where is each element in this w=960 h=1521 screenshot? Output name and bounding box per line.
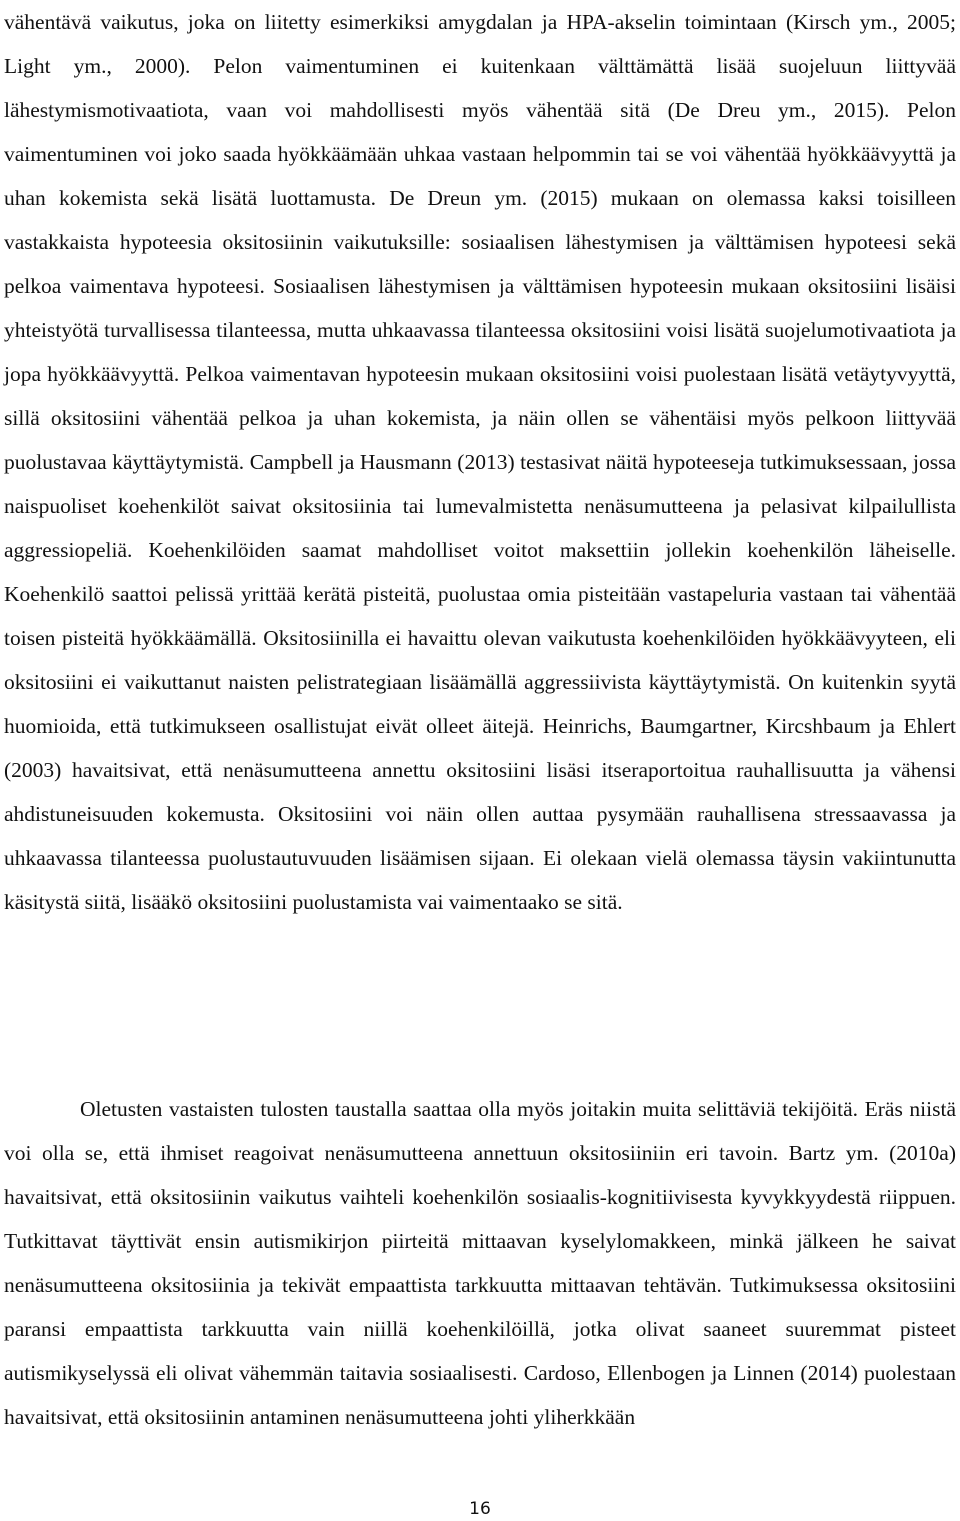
body-paragraph: vähentävä vaikutus, joka on liitetty esimerkiksi amygdalan ja HPA-akselin toimintaan (Kirsch ym., 2005; Light ym., 2000). Pelon vaimentuminen ei kuitenkaan välttämättä lisää suojeluun liittyvää lähestymismotivaatiota, vaan voi mahdollisesti myös vähentää sitä (De Dreu ym., 2015). Pelon vaimentuminen voi joko saada hyökkäämään uhkaa vastaan helpommin tai se voi vähentää hyökkäävyyttä ja uhan kokemista sekä lisätä luottamusta. De Dreun ym. (2015) mukaan on olemassa kaksi toisilleen vastakkaista hypoteesia oksitosiinin vaikutuksille: sosiaalisen lähestymisen ja välttämisen hypoteesi sekä pelkoa vaimentava hypoteesi. Sosiaalisen lähestymisen ja välttämisen hypoteesin mukaan oksitosiini lisäisi yhteistyötä turvallisessa tilanteessa, mutta uhkaavassa tilanteessa oksitosiini voisi lisätä suojelumotivaatiota ja jopa hyökkäävyyttä. Pelkoa vaimentavan hypoteesin mukaan oksitosiini voisi puolestaan lisätä vetäytyvyyttä, sillä oksitosiini vähentää pelkoa ja uhan kokemista, ja näin ollen se vähentäisi myös pelkoon liittyvää puolustavaa käyttäytymistä. Campbell ja Hausmann (2013) testasivat näitä hypoteeseja tutkimuksessaan, jossa naispuoliset koehenkilöt saivat oksitosiinia tai lumevalmistetta nenäsumutteena ja pelasivat kilpailullista aggressiopeliä. Koehenkilöiden saamat mahdolliset voitot maksettiin jollekin koehenkilön läheiselle. Koehenkilö saattoi pelissä yrittää kerätä pisteitä, puolustaa omia pisteitään vastapeluria vastaan tai vähentää toisen pisteitä hyökkäämällä. Oksitosiinilla ei havaittu olevan vaikutusta koehenkilöiden hyökkäävyyteen, eli oksitosiini ei vaikuttanut naisten pelistrategiaan lisäämällä aggressiivista käyttäytymistä. On kuitenkin syytä huomioida, että tutkimukseen osallistujat eivät olleet äitejä. Heinrichs, Baumgartner, Kircshbaum ja Ehlert (2003) havaitsivat, että nenäsumutteena annettu oksitosiini lisäsi itseraportoitua rauhallisuutta ja vähensi ahdistuneisuuden kokemusta. Oksitosiini voi näin ollen auttaa pysymään rauhallisena stressaavassa ja uhkaavassa tilanteessa puolustautuvuuden lisäämisen sijaan. Ei olekaan vielä olemassa täysin vakiintunutta käsitystä siitä, lisääkö oksitosiini puolustamista vai vaimentaako se sitä. <box>4 10 956 914</box>
body-paragraph: Oletusten vastaisten tulosten taustalla saattaa olla myös joitakin muita selittäviä tekijöitä. Eräs niistä voi olla se, että ihmiset reagoivat nenäsumutteena annettuun oksitosiiniin eri tavoin. Bartz ym. (2010a) havaitsivat, että oksitosiinin vaikutus vaihteli koehenkilön sosiaalis-kognitiivisesta kyvykkyydestä riippuen. Tutkittavat täyttivät ensin autismikirjon piirteitä mittaavan kyselylomakkeen, minkä jälkeen he saivat nenäsumutteena oksitosiinia ja tekivät empaattista tarkkuutta mittaavan tehtävän. Tutkimuksessa oksitosiini paransi empaattista tarkkuutta vain niillä koehenkilöillä, jotka olivat saaneet suuremmat pisteet autismikyselyssä eli olivat vähemmän taitavia sosiaalisesti. Cardoso, Ellenbogen ja Linnen (2014) puolestaan havaitsivat, että oksitosiinin antaminen nenäsumutteena johti yliherkkään <box>4 1097 956 1429</box>
page-number: 16 <box>469 1499 491 1519</box>
